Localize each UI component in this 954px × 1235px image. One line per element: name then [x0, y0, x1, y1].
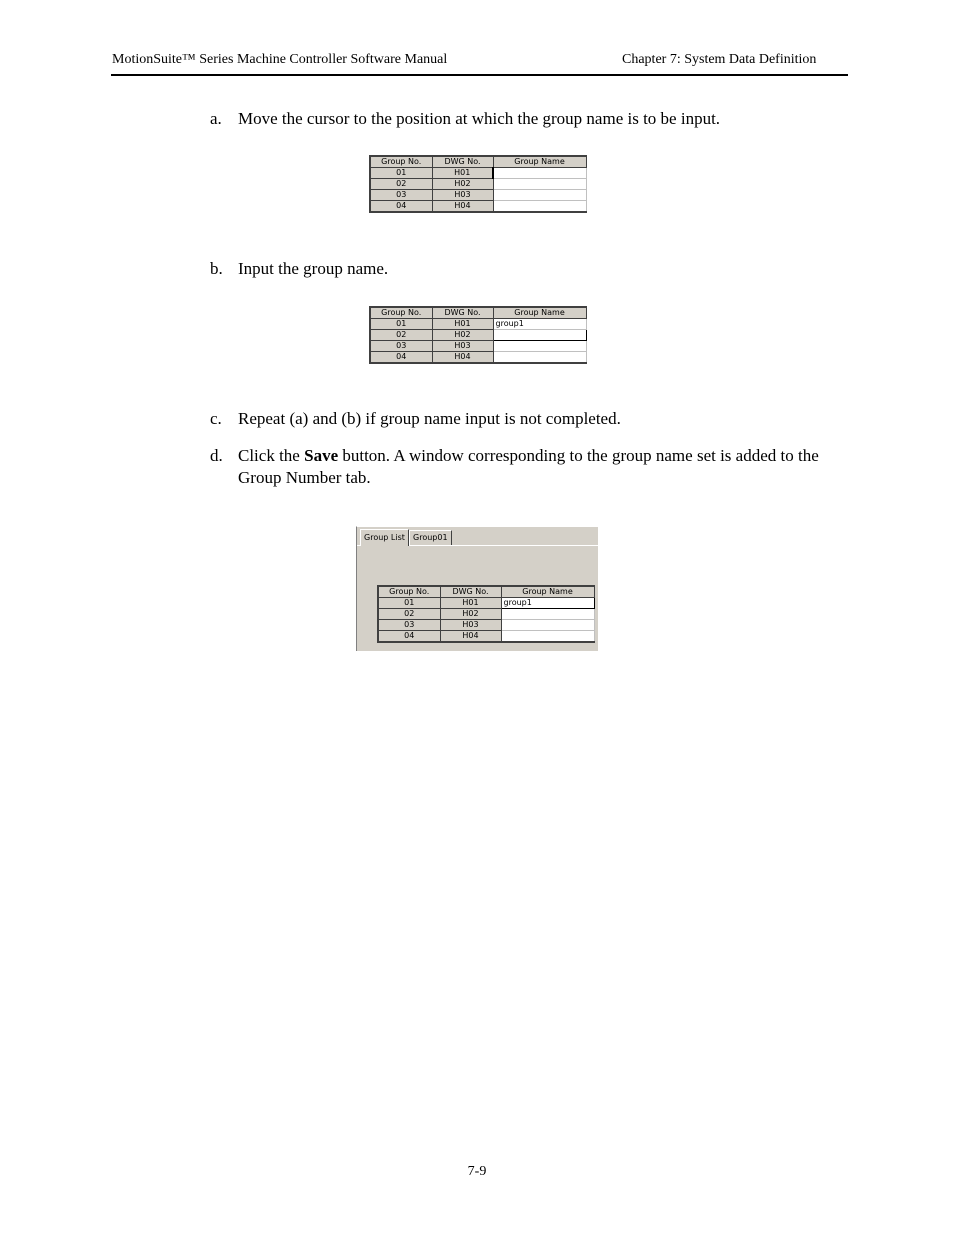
- grid-header-row: [378, 586, 594, 598]
- step-b-label: b.: [210, 259, 223, 278]
- table-row[interactable]: [370, 352, 586, 364]
- step-a-label: a.: [210, 109, 222, 128]
- table-row[interactable]: [370, 319, 586, 330]
- header-group-name: Group Name: [493, 156, 586, 168]
- step-d-label: d.: [210, 446, 223, 465]
- step-c-text: Repeat (a) and (b) if group name input is not completed.: [238, 409, 621, 428]
- group-name-cell[interactable]: [493, 341, 586, 352]
- table-row[interactable]: [370, 341, 586, 352]
- tab-group01[interactable]: Group01: [409, 530, 452, 545]
- header-dwg-no: DWG No.: [440, 586, 501, 598]
- header-group-no: Group No.: [378, 586, 440, 598]
- group-name-cell[interactable]: [501, 620, 594, 631]
- group-name-cell[interactable]: [493, 168, 586, 179]
- group-no-cell: 03: [370, 341, 432, 352]
- group-no-cell: 02: [370, 330, 432, 341]
- table-row[interactable]: [378, 631, 594, 643]
- table-row[interactable]: [370, 190, 586, 201]
- group-no-cell: 01: [378, 598, 440, 609]
- group-grid-after: [369, 306, 587, 364]
- header-dwg-no: DWG No.: [432, 307, 493, 319]
- table-row[interactable]: [378, 598, 594, 609]
- group-name-cell[interactable]: group1: [493, 319, 586, 330]
- group-no-cell: 04: [378, 631, 440, 643]
- header-group-name: Group Name: [493, 307, 586, 319]
- table-row[interactable]: [370, 330, 586, 341]
- dwg-no-cell: H04: [432, 201, 493, 213]
- table-row[interactable]: [370, 168, 586, 179]
- step-d-pre: Click the: [238, 446, 305, 465]
- table-row[interactable]: [370, 201, 586, 213]
- group-name-cell[interactable]: [493, 352, 586, 364]
- group-grid-before: [369, 155, 587, 213]
- group-no-cell: 03: [370, 190, 432, 201]
- group-no-cell: 02: [378, 609, 440, 620]
- dwg-no-cell: H01: [432, 319, 493, 330]
- header-left: MotionSuite™ Series Machine Controller Software Manual: [112, 52, 448, 67]
- header-right: Chapter 7: System Data Definition: [622, 52, 817, 67]
- group-name-cell[interactable]: [501, 631, 594, 643]
- header-rule: [111, 74, 848, 76]
- group-no-cell: 01: [370, 168, 432, 179]
- dwg-no-cell: H01: [432, 168, 493, 179]
- step-c: [210, 408, 850, 430]
- page-number: 7-9: [467, 1164, 487, 1179]
- header-group-no: Group No.: [370, 307, 432, 319]
- dwg-no-cell: H02: [432, 330, 493, 341]
- table-row[interactable]: [370, 179, 586, 190]
- group-no-cell: 04: [370, 352, 432, 364]
- group-no-cell: 01: [370, 319, 432, 330]
- header-group-no: Group No.: [370, 156, 432, 168]
- group-no-cell: 04: [370, 201, 432, 213]
- dwg-no-cell: H02: [440, 609, 501, 620]
- save-button-reference: Save: [304, 446, 339, 465]
- group-name-cell[interactable]: [493, 190, 586, 201]
- step-d-post: button. A window corresponding to the group name set is added to the Group Number tab.: [238, 446, 819, 487]
- dwg-no-cell: H04: [440, 631, 501, 643]
- group-no-cell: 02: [370, 179, 432, 190]
- group-name-cell[interactable]: [493, 201, 586, 213]
- grid-header-row: [370, 307, 586, 319]
- step-a: [210, 108, 850, 130]
- group-no-cell: 03: [378, 620, 440, 631]
- step-d-text: [238, 445, 850, 489]
- tab-group-list[interactable]: Group List: [360, 529, 409, 546]
- group-name-cell[interactable]: [493, 179, 586, 190]
- step-a-text: Move the cursor to the position at which the group name is to be input.: [238, 109, 721, 128]
- step-c-label: c.: [210, 409, 222, 428]
- step-b: [210, 258, 850, 280]
- dwg-no-cell: H04: [432, 352, 493, 364]
- dwg-no-cell: H02: [432, 179, 493, 190]
- group-number-window: [356, 526, 598, 651]
- step-d: [210, 445, 850, 489]
- group-name-cell[interactable]: [501, 609, 594, 620]
- header-group-name: Group Name: [501, 586, 594, 598]
- table-row[interactable]: [378, 609, 594, 620]
- dwg-no-cell: H01: [440, 598, 501, 609]
- dwg-no-cell: H03: [440, 620, 501, 631]
- step-b-text: Input the group name.: [238, 259, 389, 278]
- group-name-cell[interactable]: [493, 330, 586, 341]
- grid-header-row: [370, 156, 586, 168]
- header-dwg-no: DWG No.: [432, 156, 493, 168]
- dwg-no-cell: H03: [432, 190, 493, 201]
- dwg-no-cell: H03: [432, 341, 493, 352]
- group-grid-window: [377, 585, 595, 643]
- table-row[interactable]: [378, 620, 594, 631]
- group-name-cell[interactable]: group1: [501, 598, 594, 609]
